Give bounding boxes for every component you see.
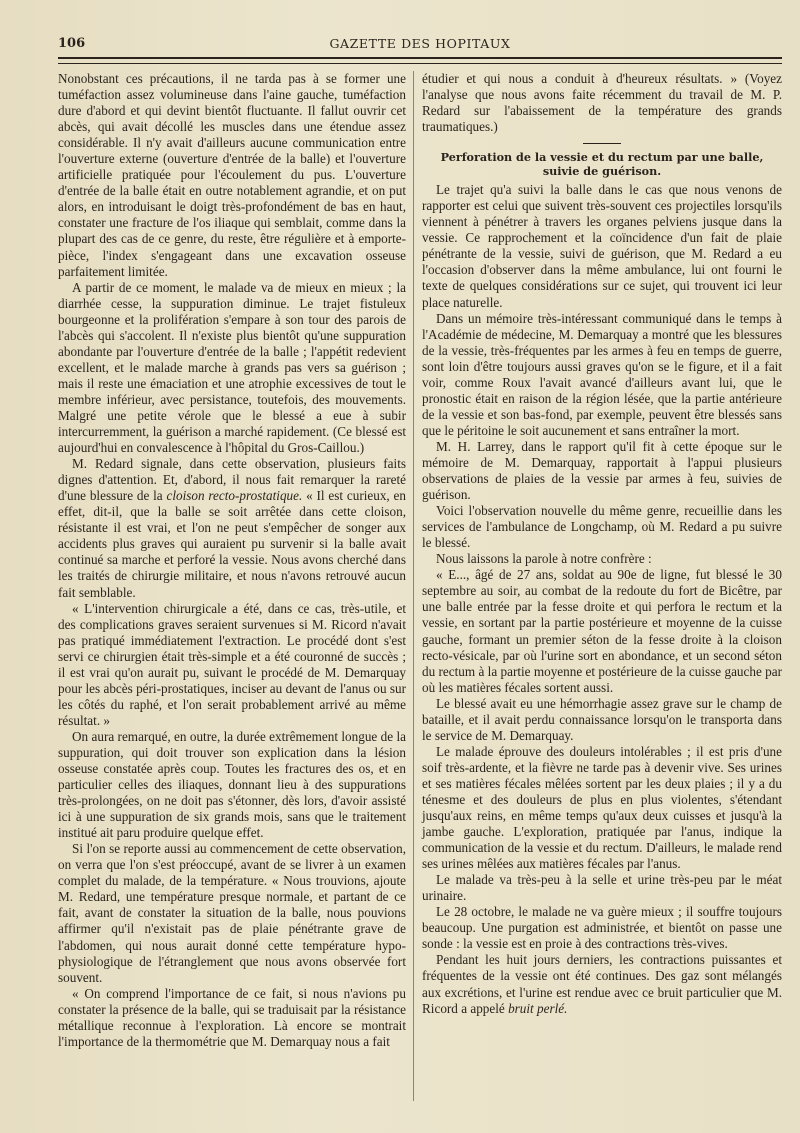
paragraph: Le 28 octobre, le malade ne va guère mieux ; il souffre toujours beaucoup. Une purgation est administrée, et bientôt on passe une sonde : la vessie est en proie à des contractions très-vives. — [422, 904, 782, 952]
paragraph: Le blessé avait eu une hémorrhagie assez grave sur le champ de bataille, et il avait perdu connaissance lorsqu'on le transporta dans le service de M. Demarquay. — [422, 695, 782, 743]
header-rule — [58, 57, 782, 64]
paragraph: M. H. Larrey, dans le rapport qu'il fit à cette époque sur le mémoire de M. Demarquay, rapportait à l'appui plusieurs observations de plaies de la vessie par armes à feu, suivies de guérison. — [422, 438, 782, 503]
paragraph — [422, 952, 782, 1016]
paragraph: Le trajet qu'a suivi la balle dans le cas que nous venons de rapporter est celui que suivent très-souvent ces projectiles lorsqu'ils viennent à pénétrer à travers les organes pelviens jusque dans la vessie. Ce rapprochement et la coïncidence d'un fait de plaie pénétrante de la vessie, suivi de guérison, que M. Redard a eu l'occasion d'observer dans la même ambulance, lui ont fourni le texte de quelques considérations sur ce sujet, qui trouvent ici leur place naturelle. — [422, 182, 782, 310]
italic-term: cloison recto-prostatique. — [166, 488, 303, 504]
paragraph: Le malade éprouve des douleurs intolérables ; il est pris d'une soif très-ardente, et la fièvre ne tarde pas à devenir vive. Ses urines et ses matières fécales mêlées sortent par les deux plaies ; il y a du ténesme et des douleurs de plus en plus violentes, s'étendant jusqu'aux reins, en même temps qu'aux deux cuisses et jusqu'à la jambe gauche. L'exploration, pratiquée par l'anus, indique la communication de la vessie et du rectum. D'ailleurs, le malade rend ses urines mêlées aux matières fécales par l'anus. — [422, 743, 782, 872]
column-divider — [413, 71, 414, 1101]
left-column — [58, 71, 406, 1050]
paragraph: Dans un mémoire très-intéressant communiqué dans le temps à l'Académie de médecine, M. Demarquay a montré que les blessures de la vessie, très-fréquentes par les armes à feu en temps de guerre, sont loin d'être toujours aussi graves qu'on se le figure, et il a fait voir, comme Roux l'avait avancé d'ailleurs avant lui, que le pronostic était en raison de la région lésée, que la partie antérieure de la vessie et son bas-fond, par exemple, peuvent être blessés sans que le péritoine le soit aucunement et sans entraîner la mort. — [422, 310, 782, 438]
section-separator — [583, 143, 621, 144]
paragraph: Nous laissons la parole à notre confrère : — [436, 551, 652, 567]
paragraph: « L'intervention chirurgicale a été, dans ce cas, très-utile, et des complications graves seraient survenues si M. Ricord n'avait pas pratiqué immédiatement l'extraction. Le procédé dont s'est servi ce chirurgien était très-simple et a été couronné de succès ; il est vrai qu'on aurait pu, suivant le procédé de M. Demarquay pour les abcès péri-prostatiques, inciser au devant de l'anus ou sur les côtés du raphé, et l'on serait probablement arrivé au même résultat. » — [58, 600, 406, 728]
paragraph: « On comprend l'importance de ce fait, si nous n'avions pu constater la présence de la balle, qui se traduisait par la résistance métallique reconnue à l'exploration. Là encore se montrait l'importance de la thermométrie que M. Demarquay nous a fait — [58, 985, 406, 1049]
paragraph: Si l'on se reporte aussi au commencement de cette observation, on verra que l'on s'est préoccupé, avant de se livrer à un examen complet du malade, de la température. « Nous trouvions, ajoute M. Redard, une température presque normale, et partant de ce fait, avant de constater la situation de la balle, nous pouvions affirmer qu'il n'existait pas de plaie pénétrante grave de l'abdomen, qui nous aurait donné cette température hypo-physiologique de l'étranglement que nous avons observée fort souvent. — [58, 841, 406, 985]
page-number: 106 — [58, 36, 86, 51]
paragraph: « E..., âgé de 27 ans, soldat au 90e de ligne, fut blessé le 30 septembre au soir, au combat de la redoute du fort de Bicêtre, par une balle entrée par la fesse droite et qui perfora le rectum et la vessie, en sortant par la partie postérieure et moyenne de la cuisse gauche, formant un premier séton de la fesse droite à la cloison recto-vésicale, par où l'urine sort en abondance, et un second séton du rectum à la partie moyenne et postérieure de la cuisse gauche par où les matières fécales sortent aussi. — [422, 567, 782, 695]
paragraph: On aura remarqué, en outre, la durée extrêmement longue de la suppuration, qui doit trouver son explication dans la lésion osseuse constatée après coup. Toutes les fractures des os, et en particulier celles des iliaques, donnant lieu à des suppurations très-prolongées, on ne doit pas s'étonner, dès lors, d'avoir assisté ici à une suppuration de six grands mois, sans que le traitement institué ait paru produire quelque effet. — [58, 728, 406, 841]
paragraph: Voici l'observation nouvelle du même genre, recueillie dans les services de l'ambulance de Longchamp, où M. Redard a pu suivre le blessé. — [422, 503, 782, 551]
section-heading: Perforation de la vessie et du rectum par une balle, suivie de guérison. — [440, 150, 764, 179]
text-run: M. Redard signale, dans cette observation, plusieurs faits dignes d'attention. Et, d'abord, il nous fait remarquer la rareté d'une blessure de la — [58, 456, 406, 504]
article-columns — [58, 71, 782, 1111]
text-run: Pendant les huit jours derniers, les contractions puissantes et fréquentes de la vessie ont été continues. Des gaz sont mélangés aux excrétions, et l'urine est rendue avec ce bruit particulier que M. Ricord a appelé — [422, 952, 782, 1016]
paragraph — [58, 456, 406, 600]
paragraph: A partir de ce moment, le malade va de mieux en mieux ; la diarrhée cesse, la suppuration diminue. Le trajet fistuleux bourgeonne et la prolifération s'empare à son tour des parois de l'abcès qui s'accolent. Il n'existe plus bientôt qu'une suppuration abondante par l'ouverture d'entrée de la balle ; l'appétit redevient excellent, et le malade marche à grands pas vers sa guérison ; mais il reste une émaciation et une atrophie excessives de tout le membre inférieur, avec persistance, toutefois, des mouvements. Malgré une petite vérole que le blessé a eue à subir intercurremment, la guérison a marché rapidement. (Ce blessé est aujourd'hui en convalescence à l'hôpital du Gros-Caillou.) — [58, 279, 406, 456]
journal-title: GAZETTE DES HOPITAUX — [329, 36, 511, 51]
paragraph: Nonobstant ces précautions, il ne tarda pas à se former une tuméfaction assez volumineuse dans l'aine gauche, tuméfaction dure d'abord et qui devint bientôt fluctuante. Il fallut ouvrir cet abcès, qui avait décollé les muscles dans une étendue assez considérable. Il n'y avait d'ailleurs aucune communication entre l'ouverture externe (ouverture d'entrée de la balle) et l'ouverture artificielle pratiquée pour l'écoulement du pus. L'ouverture d'entrée de la balle était en outre notablement agrandie, et on put alors, en introduisant le doigt très-profondément de bas en haut, constater une fracture de l'os iliaque qui semblait, comme dans la plupart des cas de ce genre, du reste, être régulière et à emporte-pièce, l'index s'engageant dans une excavation osseuse parfaitement limitée. — [58, 71, 406, 279]
text-run: « Il est curieux, en effet, dit-il, que la balle se soit arrêtée dans cette cloison, résistante il est vrai, et l'on ne peut s'empêcher de songer aux accidents plus graves qui auraient pu survenir si la balle avait continué sa marche et perforé la vessie. Nous avons cherché dans les traités de chirurgie militaire, et nous n'avons retrouvé aucun fait semblable. — [58, 488, 406, 600]
paragraph: étudier et qui nous a conduit à d'heureux résultats. » (Voyez l'analyse que nous avons faite récemment du travail de M. P. Redard sur l'abaissement de la température des grands traumatiques.) — [422, 71, 782, 135]
paragraph: Le malade va très-peu à la selle et urine très-peu par le méat urinaire. — [422, 872, 782, 904]
italic-term: bruit perlé. — [508, 1000, 568, 1016]
right-column — [422, 71, 782, 1017]
